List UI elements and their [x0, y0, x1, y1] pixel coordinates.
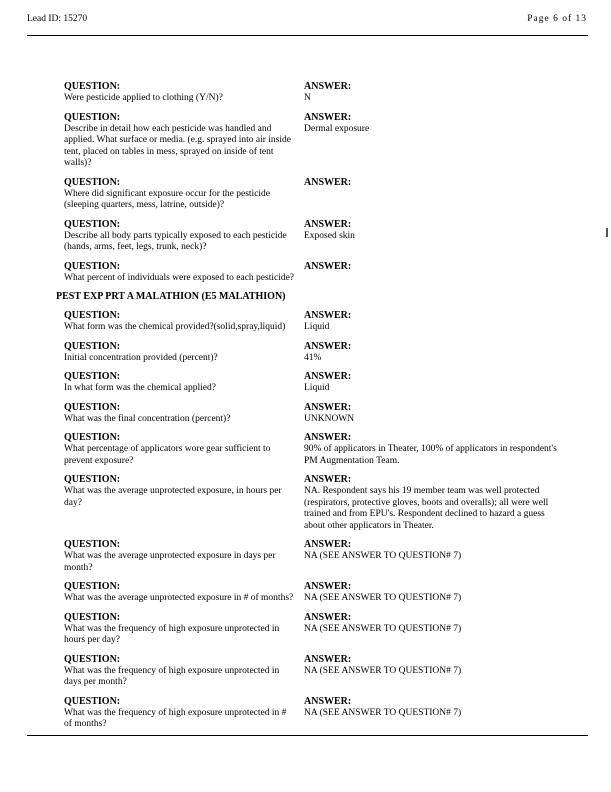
- question-label: QUESTION:: [64, 81, 121, 92]
- answer-label: ANSWER:: [304, 474, 352, 485]
- question-label: QUESTION:: [64, 611, 121, 623]
- qa-row: [56, 260, 564, 285]
- answer-label: ANSWER:: [304, 176, 352, 188]
- footer-divider: [27, 735, 588, 736]
- answer-cell: [304, 431, 564, 467]
- answer-text: NA (SEE ANSWER TO QUESTION# 7): [304, 593, 462, 603]
- question-cell: [64, 401, 304, 426]
- question-label: QUESTION:: [64, 371, 121, 382]
- answer-cell: [304, 653, 564, 689]
- question-text: Initial concentration provided (percent)?: [64, 352, 218, 363]
- question-text: Describe all body parts typically exposed to each pesticide (hands, arms, feet, legs, trunk, neck)?: [64, 230, 287, 252]
- answer-text: Liquid: [304, 322, 330, 332]
- question-label: QUESTION:: [64, 581, 121, 592]
- question-label: QUESTION:: [64, 539, 121, 550]
- question-cell: [64, 473, 304, 532]
- answer-cell: [304, 370, 564, 395]
- answer-label: ANSWER:: [304, 218, 352, 230]
- answer-label: ANSWER:: [304, 310, 352, 321]
- question-text: What was the average unprotected exposure, in hours per day?: [64, 486, 282, 508]
- answer-text: N: [304, 93, 311, 103]
- answer-cell: [304, 111, 564, 170]
- question-text: What form was the chemical provided?(solid,spray,liquid): [64, 322, 286, 332]
- answer-label: ANSWER:: [304, 371, 352, 382]
- answer-text: Dermal exposure: [304, 123, 370, 134]
- question-text: What was the frequency of high exposure unprotected in # of months?: [64, 707, 287, 729]
- answer-label: ANSWER:: [304, 81, 352, 92]
- answer-text: 41%: [304, 352, 322, 363]
- section-header: PEST EXP PRT A MALATHION (E5 MALATHION): [56, 291, 286, 302]
- answer-text: Exposed skin: [304, 230, 355, 241]
- answer-cell: [304, 538, 564, 574]
- qa-row: [56, 473, 564, 532]
- question-cell: [64, 340, 304, 365]
- question-cell: [64, 80, 304, 105]
- question-label: QUESTION:: [64, 401, 121, 413]
- question-text: What percentage of applicators wore gear sufficient to prevent exposure?: [64, 444, 271, 466]
- qa-row: [56, 176, 564, 212]
- question-label: QUESTION:: [64, 653, 121, 665]
- qa-row: [56, 695, 564, 731]
- question-label: QUESTION:: [64, 260, 121, 272]
- header-divider: [27, 35, 588, 36]
- answer-cell: [304, 260, 564, 285]
- question-label: QUESTION:: [64, 474, 121, 485]
- answer-text: NA (SEE ANSWER TO QUESTION# 7): [304, 665, 462, 676]
- answer-text: NA (SEE ANSWER TO QUESTION# 7): [304, 623, 462, 634]
- question-text: Where did significant exposure occur for the pesticide (sleeping quarters, mess, latrine, outside)?: [64, 188, 271, 210]
- question-text: Describe in detail how each pesticide was handled and applied. What surface or media. (e.g. sprayed into air inside tent, placed on tables in mess, sprayed on inside of tent walls)?: [64, 123, 291, 168]
- question-cell: [64, 111, 304, 170]
- answer-cell: [304, 695, 564, 731]
- qa-row: [56, 370, 564, 395]
- question-text: What was the frequency of high exposure unprotected in hours per day?: [64, 623, 280, 645]
- qa-row: [56, 80, 564, 105]
- page-header: [27, 13, 587, 25]
- qa-list: [56, 80, 564, 731]
- answer-cell: [304, 176, 564, 212]
- question-label: QUESTION:: [64, 695, 121, 707]
- answer-cell: [304, 309, 564, 334]
- question-text: In what form was the chemical applied?: [64, 383, 216, 393]
- answer-cell: [304, 611, 564, 647]
- answer-cell: [304, 340, 564, 365]
- answer-text: NA (SEE ANSWER TO QUESTION# 7): [304, 551, 462, 561]
- answer-label: ANSWER:: [304, 695, 352, 707]
- qa-row: [56, 431, 564, 467]
- question-label: QUESTION:: [64, 218, 121, 230]
- answer-label: ANSWER:: [304, 653, 352, 665]
- answer-label: ANSWER:: [304, 432, 352, 443]
- qa-row: [56, 340, 564, 365]
- answer-label: ANSWER:: [304, 539, 352, 550]
- answer-label: ANSWER:: [304, 581, 352, 592]
- answer-text: 90% of applicators in Theater, 100% of applicators in respondent's PM Augmentation Team.: [304, 444, 557, 466]
- qa-row: [56, 580, 564, 605]
- question-label: QUESTION:: [64, 310, 121, 321]
- question-label: QUESTION:: [64, 111, 121, 123]
- answer-label: ANSWER:: [304, 260, 352, 272]
- answer-label: ANSWER:: [304, 401, 352, 413]
- answer-cell: [304, 401, 564, 426]
- question-label: QUESTION:: [64, 340, 121, 352]
- question-cell: [64, 309, 304, 334]
- question-text: What was the average unprotected exposure in # of months?: [64, 593, 294, 603]
- question-label: QUESTION:: [64, 176, 121, 188]
- question-text: What was the frequency of high exposure unprotected in days per month?: [64, 665, 280, 687]
- question-text: What was the average unprotected exposure in days per month?: [64, 551, 276, 573]
- question-cell: [64, 176, 304, 212]
- scan-artifact-mark: [606, 228, 608, 237]
- answer-cell: [304, 218, 564, 254]
- qa-row: [56, 218, 564, 254]
- answer-cell: [304, 80, 564, 105]
- question-cell: [64, 431, 304, 467]
- answer-label: ANSWER:: [304, 611, 352, 623]
- question-text: What was the final concentration (percent)?: [64, 413, 231, 424]
- lead-id-label: Lead ID: 15270: [27, 14, 88, 24]
- answer-text: NA (SEE ANSWER TO QUESTION# 7): [304, 707, 462, 718]
- question-cell: [64, 580, 304, 605]
- answer-cell: [304, 473, 564, 532]
- qa-row: [56, 401, 564, 426]
- qa-row: [56, 538, 564, 574]
- question-cell: [64, 611, 304, 647]
- qa-row: [56, 611, 564, 647]
- qa-row: [56, 309, 564, 334]
- question-text: What percent of individuals were exposed to each pesticide?: [64, 272, 295, 283]
- answer-text: Liquid: [304, 383, 330, 393]
- qa-row: [56, 111, 564, 170]
- answer-cell: [304, 580, 564, 605]
- question-cell: [64, 260, 304, 285]
- answer-text: NA. Respondent says his 19 member team was well protected (respirators, protective gloves, boots and overalls); all were well trained and from EPU's. Respondent declined to hazard a guess about other applicators in Theater.: [304, 486, 549, 531]
- answer-label: ANSWER:: [304, 111, 352, 123]
- question-cell: [64, 653, 304, 689]
- question-cell: [64, 370, 304, 395]
- question-label: QUESTION:: [64, 432, 121, 443]
- qa-row: [56, 653, 564, 689]
- question-text: Were pesticide applied to clothing (Y/N)?: [64, 93, 223, 103]
- question-cell: [64, 218, 304, 254]
- question-cell: [64, 538, 304, 574]
- question-cell: [64, 695, 304, 731]
- page-number-label: Page 6 of 13: [527, 14, 587, 24]
- answer-label: ANSWER:: [304, 340, 352, 352]
- answer-text: UNKNOWN: [304, 413, 355, 424]
